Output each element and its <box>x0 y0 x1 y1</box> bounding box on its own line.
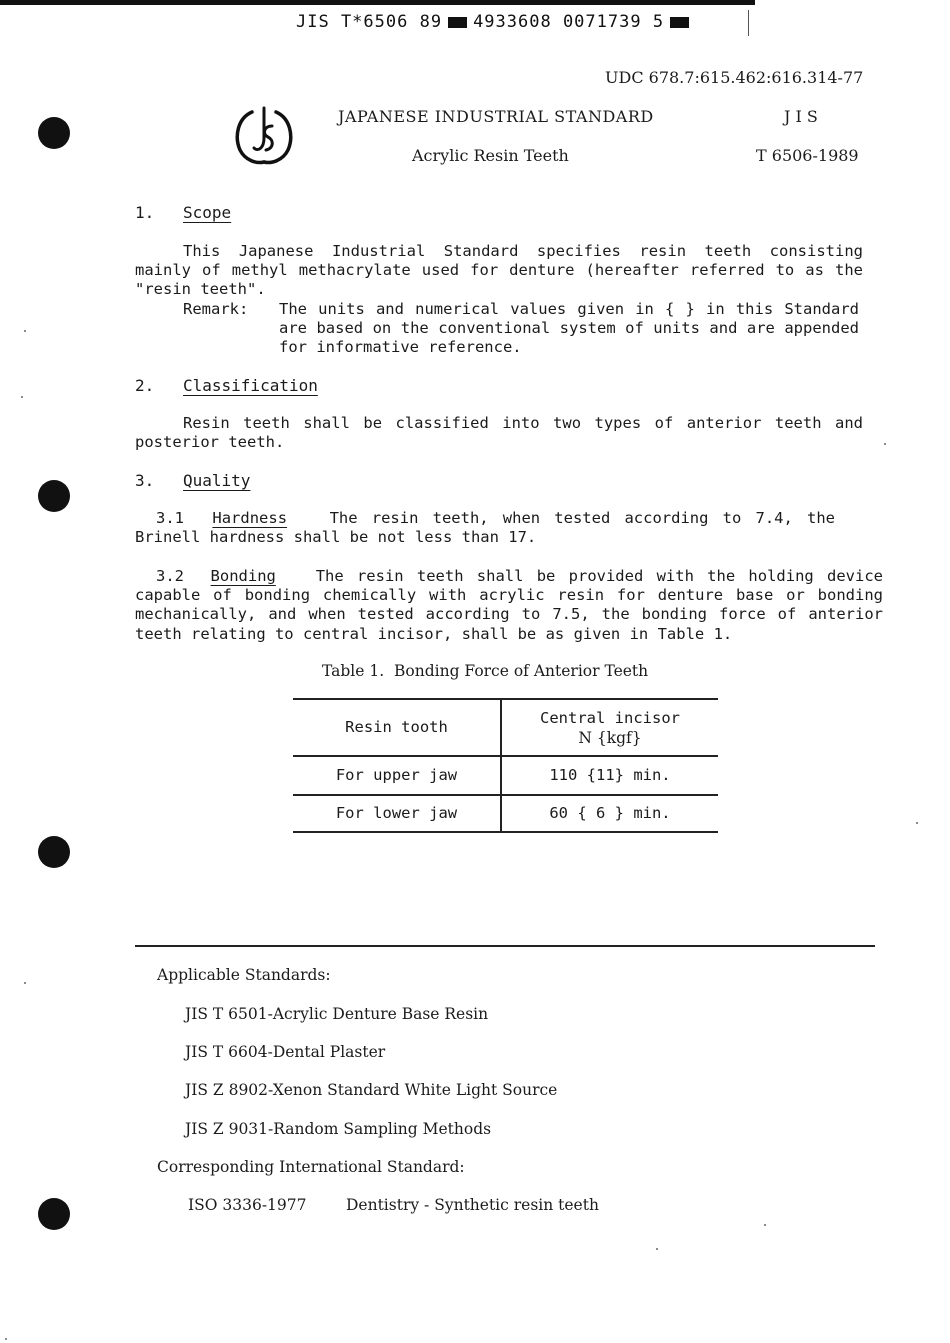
table-caption: Table 1. Bonding Force of Anterior Teeth <box>322 662 649 680</box>
table-rule-bottom <box>293 831 718 833</box>
applicable-standard-item: JIS Z 9031-Random Sampling Methods <box>185 1120 492 1138</box>
punch-hole-2 <box>38 480 70 512</box>
table-rule-row <box>293 794 718 796</box>
scan-speck <box>24 982 26 984</box>
udc-code: UDC 678.7:615.462:616.314-77 <box>605 68 864 87</box>
section-3-number: 3. <box>135 471 155 490</box>
punch-hole-4 <box>38 1198 70 1230</box>
international-standard-heading: Corresponding International Standard: <box>157 1158 465 1176</box>
table-header-resin-tooth: Resin tooth <box>345 718 448 736</box>
document-title: Acrylic Resin Teeth <box>412 146 569 165</box>
running-header-code <box>296 12 695 32</box>
applicable-standard-item: JIS T 6501-Acrylic Denture Base Resin <box>185 1005 489 1023</box>
header-black-block <box>448 17 467 28</box>
table-header-unit: N {kgf} <box>578 729 642 747</box>
standard-number: T 6506-1989 <box>756 146 859 165</box>
subsection-3-2-title: Bonding <box>210 567 276 585</box>
subsection-3-1-title: Hardness <box>212 509 288 527</box>
section-1-title: Scope <box>183 203 232 222</box>
scan-speck <box>656 1248 658 1250</box>
international-standard-code: ISO 3336-1977 <box>188 1196 307 1214</box>
international-standard-title: Dentistry - Synthetic resin teeth <box>346 1196 599 1214</box>
table-rule-top <box>293 698 718 700</box>
subsection-3-1 <box>135 509 835 547</box>
punch-hole-3 <box>38 836 70 868</box>
section-2-body: Resin teeth shall be classified into two types of anterior teeth and posterior teeth. <box>135 414 863 452</box>
header-black-block-end <box>670 17 689 28</box>
table-rule-header <box>293 755 718 757</box>
remark-text: The units and numerical values given in { } in this Standard are based on the conventional system of units and are appended for informative reference. <box>279 300 859 357</box>
subsection-3-2-number: 3.2 <box>156 567 184 585</box>
scan-speck <box>5 1338 7 1340</box>
table-header-central-incisor: Central incisor <box>540 709 680 727</box>
section-1-body: This Japanese Industrial Standard specifies resin teeth consisting mainly of methyl methacrylate used for denture (hereafter referred to as the "resin teeth". <box>135 242 863 299</box>
header-code-part1: JIS T*6506 89 <box>296 12 443 32</box>
table-row-1-label: For upper jaw <box>335 766 458 784</box>
applicable-standard-item: JIS Z 8902-Xenon Standard White Light Source <box>185 1081 558 1099</box>
top-border-tick <box>748 10 749 36</box>
top-border-rule <box>0 0 755 5</box>
scan-speck <box>21 396 23 398</box>
jis-logo-icon <box>230 104 298 170</box>
section-1-number: 1. <box>135 203 155 222</box>
scan-speck <box>764 1224 766 1226</box>
scan-speck <box>916 822 918 824</box>
punch-hole-1 <box>38 117 70 149</box>
scan-speck <box>884 443 886 445</box>
footnote-separator <box>135 945 875 947</box>
jis-mark: J I S <box>784 107 818 126</box>
section-2-number: 2. <box>135 376 155 395</box>
section-2-title: Classification <box>183 376 318 395</box>
table-row-2-label: For lower jaw <box>335 804 458 822</box>
organization-name: JAPANESE INDUSTRIAL STANDARD <box>338 107 654 126</box>
subsection-3-2 <box>135 567 883 644</box>
subsection-3-2-body: The resin teeth shall be provided with the holding device capable of bonding chemically with acrylic resin for denture base or bonding mechanically, and when tested according to 7.5, the bonding force of anterior teeth relating to central incisor, shall be as given in Table 1. <box>135 567 884 643</box>
subsection-3-1-number: 3.1 <box>156 509 184 527</box>
section-3-title: Quality <box>183 471 251 490</box>
table-row-1-value: 110 {11} min. <box>549 766 671 784</box>
remark-label: Remark: <box>183 300 249 318</box>
header-code-part2: 4933608 0071739 5 <box>473 12 665 32</box>
applicable-standard-item: JIS T 6604-Dental Plaster <box>185 1043 386 1061</box>
scan-speck <box>24 330 26 332</box>
subsection-3-1-body: The resin teeth, when tested according to 7.4, the Brinell hardness shall be not less than 17. <box>135 509 836 547</box>
applicable-standards-heading: Applicable Standards: <box>157 966 331 984</box>
table-row-2-value: 60 { 6 } min. <box>549 804 671 822</box>
